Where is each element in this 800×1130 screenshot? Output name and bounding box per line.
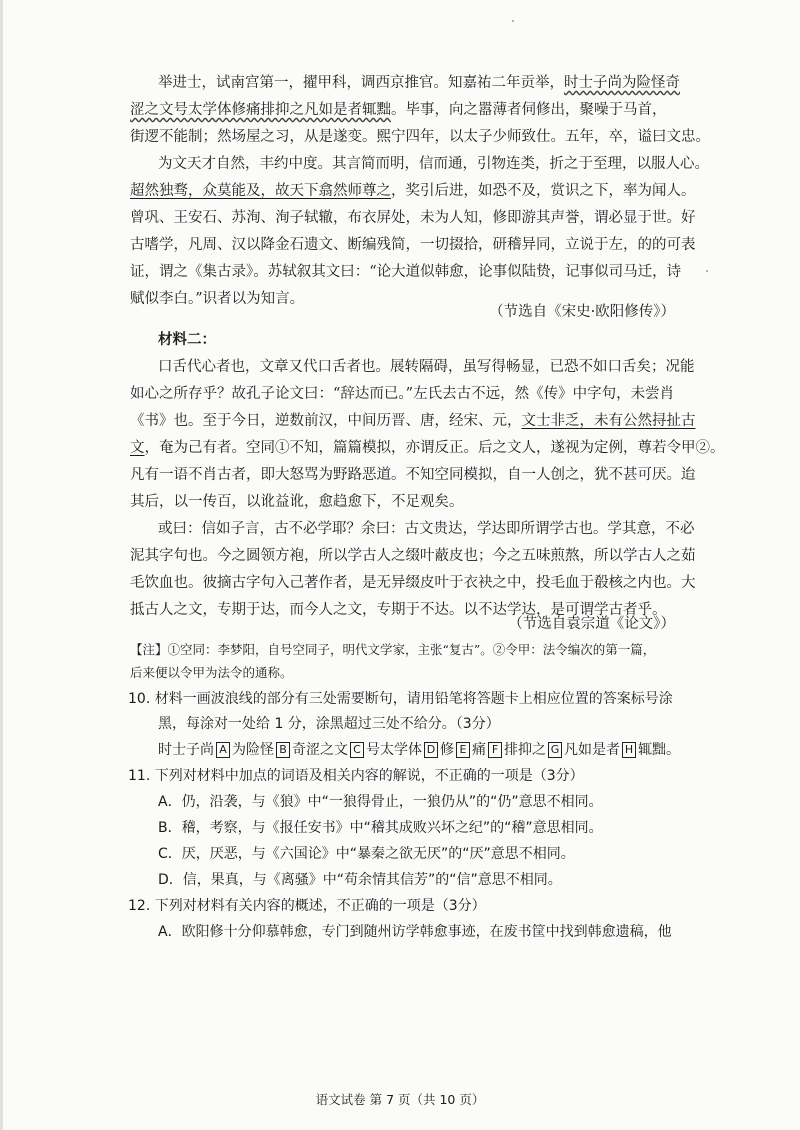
- q11-option-c[interactable]: C．厌，厌恶，与《六国论》中“暴秦之欲无厌”的“厌”意思不相同。: [158, 846, 575, 862]
- page-footer: 语文试卷 第 7 页（共 10 页）: [315, 1092, 485, 1107]
- m1-underline-3: 超然独骛，众莫能及，故天下翕然师尊之: [130, 183, 391, 199]
- q11-option-d[interactable]: D．信，果真，与《离骚》中“苟余情其信芳”的“信”意思不相同。: [158, 872, 562, 888]
- q10-line-1: 10. 材料一画波浪线的部分有三处需要断句，请用铅笔将答题卡上相应位置的答案标号涂: [128, 691, 673, 707]
- q12-option-a[interactable]: A．欧阳修十分仰慕韩愈，专门到随州访学韩愈事迹，在废书筐中找到韩愈遗稿，他: [158, 924, 672, 940]
- q11-option-b[interactable]: B．稽，考察，与《报任安书》中“稽其成败兴坏之纪”的“稽”意思相同。: [158, 820, 603, 836]
- m1-line-1: 举进士，试南宫第一，擢甲科，调西京推官。知嘉祐二年贡举，时士子尚为险怪奇: [158, 75, 680, 91]
- option-box-h[interactable]: H: [622, 742, 636, 758]
- option-box-b[interactable]: B: [276, 742, 290, 758]
- option-box-f[interactable]: F: [488, 742, 502, 758]
- m1-line-3: 街逻不能制；然场屋之习，从是遂变。熙宁四年，以太子少师致仕。五年，卒，谥曰文忠。: [130, 129, 710, 145]
- m2-underline-b: 文: [130, 440, 145, 456]
- scan-speck: [512, 20, 514, 22]
- q11-stem: 11. 下列对材料中加点的词语及相关内容的解说，不正确的一项是（3分）: [128, 768, 584, 784]
- q11-option-a[interactable]: A．仍，沿袭，与《狼》中“一狼得骨止，一狼仍从”的“仍”意思不相同。: [158, 794, 603, 810]
- q12-stem: 12. 下列对材料有关内容的概述，不正确的一项是（3分）: [128, 898, 486, 914]
- option-box-e[interactable]: E: [456, 742, 470, 758]
- m1-line-9: 赋似李白。”识者以为知言。: [130, 291, 305, 307]
- m2-line-4: 文，奄为己有者。空同①不知，篇篇模拟，亦谓反正。后之文人，遂视为定例，尊若令甲②。: [130, 440, 725, 456]
- q10-line-2: 黑，每涂对一处给 1 分，涂黑超过三处不给分。（3分）: [158, 716, 500, 732]
- scan-edge: [0, 0, 3, 1130]
- note-line-2: 后来便以令甲为法令的通称。: [130, 665, 293, 680]
- option-box-g[interactable]: G: [548, 742, 562, 758]
- q10-options: 时士子尚 A 为险怪 B 奇涩之文 C 号太学体 D 修 E 痛 F 排抑之 G 凡如是者 H 辄黜。: [158, 742, 680, 758]
- m2-heading: 材料二：: [158, 331, 216, 348]
- m1-line-7: 古嗜学，凡周、汉以降金石遗文、断编残简，一切掇拾，研稽异同，立说于左，的的可表: [130, 237, 696, 253]
- note-line-1: 【注】①空同：李梦阳，自号空同子，明代文学家，主张“复古”。②令甲：法令编次的第一篇，: [130, 642, 656, 657]
- option-box-a[interactable]: A: [216, 742, 230, 758]
- m1-line-2: 涩之文号太学体修痛排抑之凡如是者辄黜。毕事，向之嚣薄者伺修出，聚噪于马首，: [130, 102, 667, 118]
- m1-line-8: 证，谓之《集古录》。苏轼叙其文曰：“论大道似韩愈，论事似陆贽，记事似司马迁，诗: [130, 264, 682, 280]
- m1-line-5: 超然独骛，众莫能及，故天下翕然师尊之，奖引后进，如恐不及，赏识之下，率为闻人。: [130, 183, 696, 199]
- m2-line-6: 其后，以一传百，以讹益讹，愈趋愈下，不足观矣。: [130, 494, 464, 510]
- m2-line-5: 凡有一语不肖古者，即大怒骂为野路恶道。不知空同模拟，自一人创之，犹不甚可厌。迨: [130, 467, 696, 483]
- m1-wavy-1: 时士子尚为险怪奇: [564, 75, 680, 91]
- option-box-d[interactable]: D: [424, 742, 438, 758]
- m1-line-6: 曾巩、王安石、苏洵、洵子轼辙，布衣屏处，未为人知，修即游其声誉，谓必显于世。好: [130, 210, 696, 226]
- m2-line-2: 如心之所存乎？故孔子论文曰：“辞达而已。”左氏去古不远，然《传》中字句，未尝肖: [130, 386, 675, 402]
- option-box-c[interactable]: C: [350, 742, 364, 758]
- m2-line-10: 抵古人之文，专期于达，而今人之文，专期于不达。以不达学达，是可谓学古者乎。: [130, 602, 667, 618]
- m1-line-4: 为文天才自然，丰约中度。其言简而明，信而通，引物连类，折之于至理，以服人心。: [158, 156, 709, 172]
- m2-line-7: 或曰：信如子言，古不必学耶？余曰：古文贵达，学达即所谓学古也。学其意，不必: [158, 521, 695, 537]
- m2-underline-a: 文士非乏，未有公然挦扯古: [521, 413, 696, 429]
- m2-line-9: 毛饮血也。彼摘古字句入己著作者，是无异缀皮叶于衣袂之中，投毛血于殽核之内也。大: [130, 575, 696, 591]
- m1-source: （节选自《宋史·欧阳修传》）: [489, 304, 675, 320]
- m1-wavy-2: 涩之文号太学体修痛排抑之凡如是者辄黜: [130, 102, 391, 118]
- scan-speck: [706, 270, 708, 272]
- m2-line-1: 口舌代心者也，文章又代口舌者也。展转隔碍，虽写得畅显，已恐不如口舌矣；况能: [158, 359, 695, 375]
- m2-line-3: 《书》也。至于今日，逆数前汉，中间历晋、唐，经宋、元，文士非乏，未有公然挦扯古: [130, 413, 696, 429]
- m2-line-8: 泥其字句也。今之圆领方袍，所以学古人之缀叶蔽皮也；今之五味煎熬，所以学古人之茹: [130, 548, 696, 564]
- m2-source: （节选自袁宗道《论文》）: [508, 616, 675, 632]
